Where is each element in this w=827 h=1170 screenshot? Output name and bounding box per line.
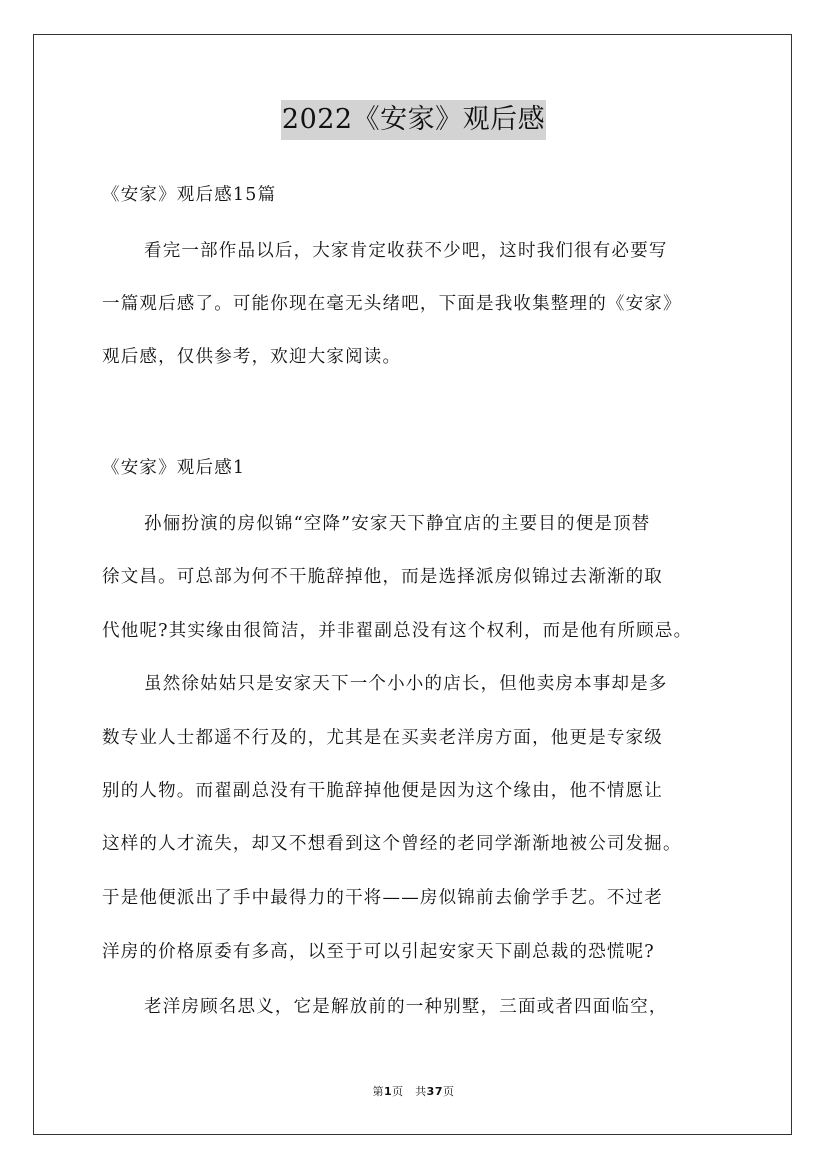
subtitle-line: 《安家》观后感15篇 [102, 185, 277, 205]
paragraph-line: 别的人物。而翟副总没有干脆辞掉他便是因为这个缘由，他不情愿让 [102, 781, 663, 801]
page-label-suffix: 页 [442, 1085, 455, 1098]
paragraph-line: 一篇观后感了。可能你现在毫无头绪吧，下面是我收集整理的《安家》 [102, 294, 682, 314]
page-label-prefix: 第 [372, 1085, 385, 1098]
paragraph-line: 观后感，仅供参考，欢迎大家阅读。 [102, 347, 402, 367]
page-label-mid: 页 共 [392, 1085, 427, 1098]
paragraph-line: 洋房的价格原委有多高，以至于可以引起安家天下副总裁的恐慌呢? [102, 942, 655, 962]
paragraph-line: 数专业人士都遥不行及的，尤其是在买卖老洋房方面，他更是专家级 [102, 728, 663, 748]
section-heading: 《安家》观后感1 [102, 458, 246, 478]
paragraph-line: 孙俪扮演的房似锦“空降”安家天下静宜店的主要目的便是顶替 [144, 514, 651, 534]
paragraph-line: 老洋房顾名思义，它是解放前的一种别墅，三面或者四面临空， [144, 997, 668, 1017]
page-current-number: 1 [384, 1085, 393, 1098]
paragraph-line: 徐文昌。可总部为何不干脆辞掉他，而是选择派房似锦过去渐渐的取 [102, 567, 663, 587]
page-footer [0, 1083, 827, 1099]
paragraph-line: 这样的人才流失，却又不想看到这个曾经的老同学渐渐地被公司发掘。 [102, 834, 682, 854]
paragraph-line: 虽然徐姑姑只是安家天下一个小小的店长，但他卖房本事却是多 [144, 674, 668, 694]
title-container [0, 100, 827, 140]
paragraph-line: 看完一部作品以后，大家肯定收获不少吧，这时我们很有必要写 [144, 241, 668, 261]
document-title: 2022《安家》观后感 [281, 100, 546, 140]
paragraph-line: 代他呢?其实缘由很简洁，并非翟副总没有这个权利，而是他有所顾忌。 [102, 621, 693, 641]
page-total-number: 37 [426, 1085, 443, 1098]
paragraph-line: 于是他便派出了手中最得力的干将——房似锦前去偷学手艺。不过老 [102, 888, 663, 908]
